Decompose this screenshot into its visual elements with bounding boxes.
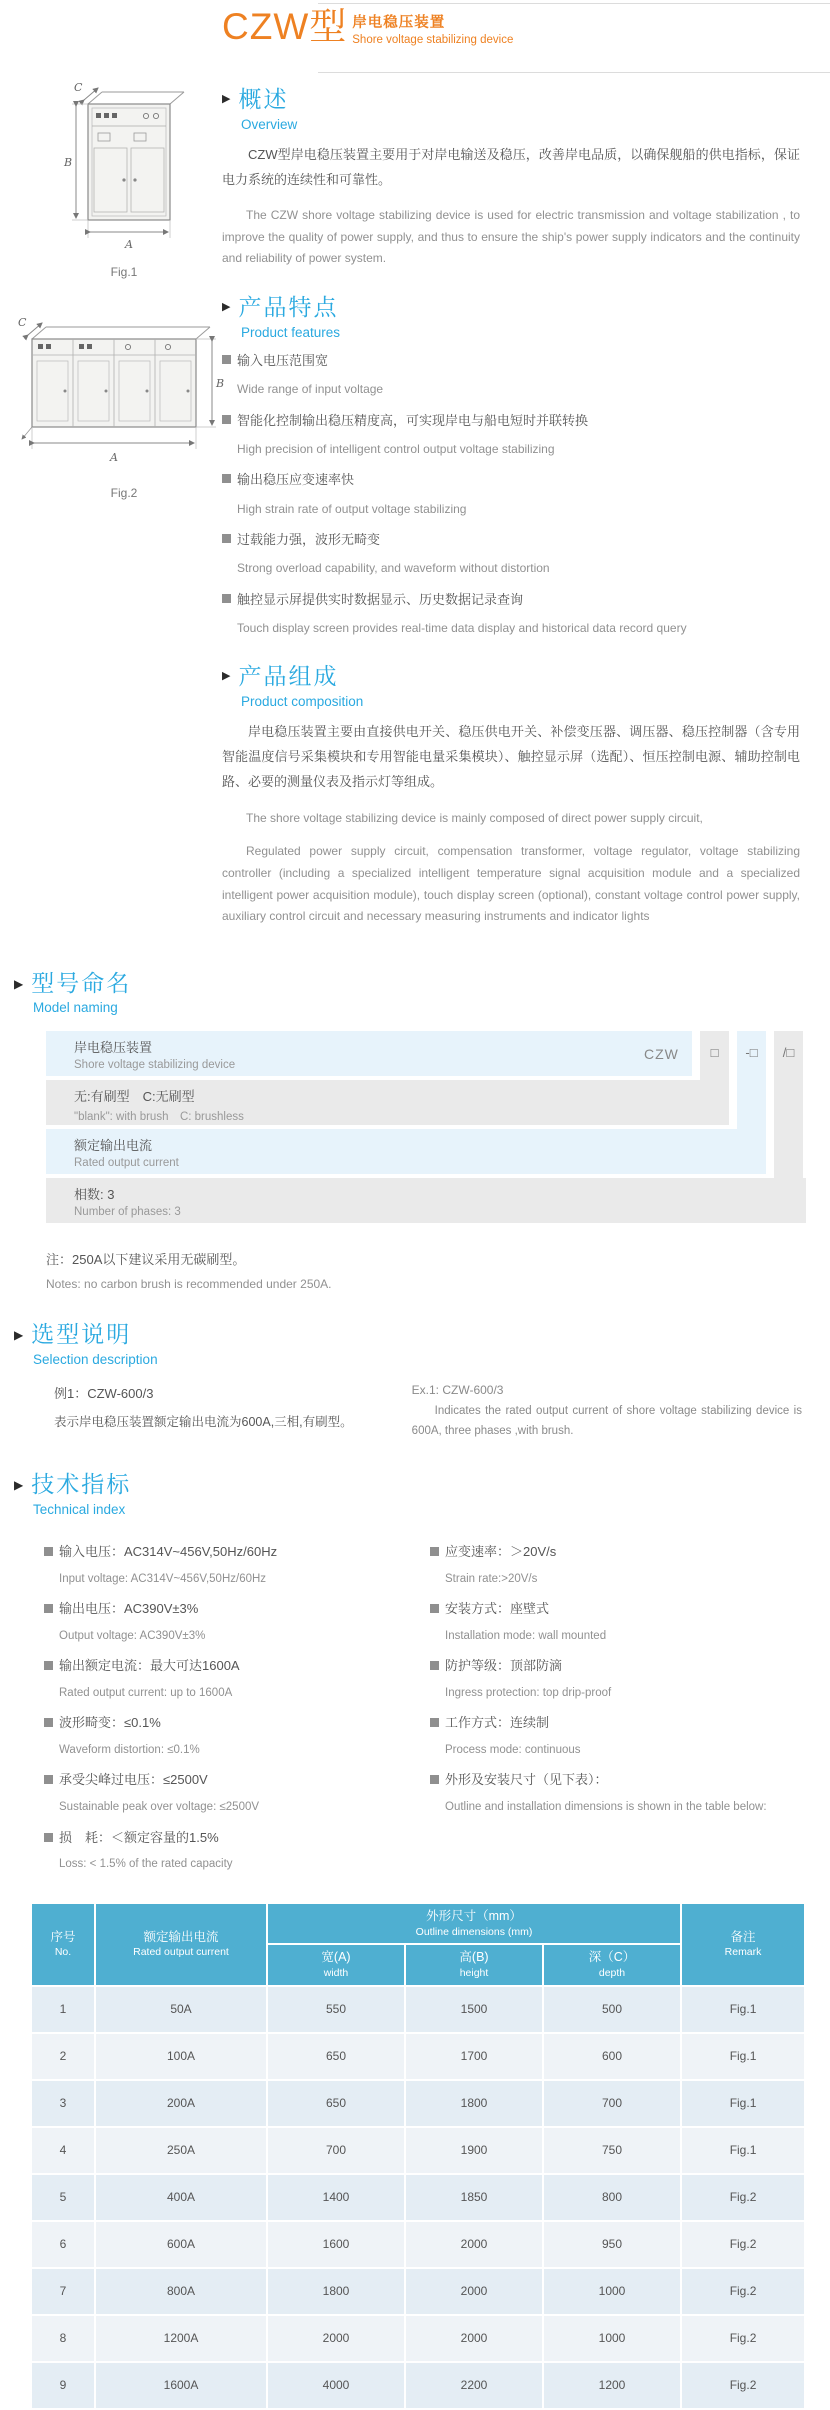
table-row bbox=[32, 2316, 804, 2361]
technical-item bbox=[430, 1542, 806, 1588]
feature-item bbox=[222, 350, 800, 400]
cell-remark: Fig.2 bbox=[682, 2175, 804, 2220]
square-bullet-icon bbox=[430, 1718, 439, 1727]
overview-title-en: Overview bbox=[241, 116, 298, 132]
table-row bbox=[32, 2363, 804, 2408]
technical-item bbox=[44, 1713, 402, 1759]
cell-depth: 750 bbox=[544, 2128, 680, 2173]
placeholder-box: /□ bbox=[782, 1045, 795, 1061]
square-bullet-icon bbox=[44, 1547, 53, 1556]
fig1-dim-c-label: C bbox=[74, 81, 83, 94]
technical-cn-label: 承受尖峰过电压：≤2500V bbox=[59, 1772, 208, 1788]
square-bullet-icon bbox=[430, 1604, 439, 1613]
fig2-dim-c-label: C bbox=[18, 316, 27, 329]
header-divider-line bbox=[318, 72, 830, 73]
section-arrow-icon: ▶ bbox=[222, 301, 231, 314]
technical-cn-label: 波形畸变：≤0.1% bbox=[59, 1715, 161, 1731]
section-arrow-icon: ▶ bbox=[14, 976, 24, 991]
technical-cn-label: 安装方式：座壁式 bbox=[445, 1600, 550, 1616]
table-row bbox=[32, 2081, 804, 2126]
fig1-dim-b-label: B bbox=[64, 156, 73, 169]
cell-height: 2200 bbox=[406, 2363, 542, 2408]
cell-remark: Fig.2 bbox=[682, 2222, 804, 2267]
square-bullet-icon bbox=[430, 1775, 439, 1784]
technical-cn-label: 输入电压：AC314V~456V,50Hz/60Hz bbox=[59, 1543, 278, 1559]
table-row bbox=[32, 2175, 804, 2220]
cell-no: 8 bbox=[32, 2316, 94, 2361]
top-border-line bbox=[318, 3, 830, 4]
feature-en-label: High precision of intelligent control output voltage stabilizing bbox=[237, 441, 555, 456]
section-model-naming bbox=[14, 970, 830, 1292]
naming-column-phase bbox=[774, 1031, 803, 1178]
technical-en-label: Output voltage: AC390V±3% bbox=[59, 1629, 206, 1642]
cell-height: 1800 bbox=[406, 2081, 542, 2126]
technical-en-label: Strain rate:>20V/s bbox=[445, 1572, 538, 1585]
cell-width: 4000 bbox=[268, 2363, 404, 2408]
cell-remark: Fig.1 bbox=[682, 2128, 804, 2173]
cell-no: 2 bbox=[32, 2034, 94, 2079]
technical-cn-label: 防护等级：顶部防滴 bbox=[445, 1658, 563, 1674]
naming-row-phase: 相数: 3 Number of phases: 3 bbox=[46, 1178, 806, 1223]
cell-no: 6 bbox=[32, 2222, 94, 2267]
figures-column bbox=[0, 0, 225, 940]
cell-remark: Fig.2 bbox=[682, 2316, 804, 2361]
composition-title-en: Product composition bbox=[241, 693, 364, 709]
overview-title-cn: 概述 bbox=[238, 86, 289, 112]
technical-text-cn bbox=[430, 1656, 806, 1677]
page-subtitle bbox=[352, 8, 513, 46]
selection-example-en: Ex.1: CZW-600/3 Indicates the rated output current of shore voltage stabilizing device is 600A, three phases ,with brush. bbox=[411, 1382, 802, 1438]
square-bullet-icon bbox=[44, 1718, 53, 1727]
section-arrow-icon: ▶ bbox=[14, 1477, 24, 1492]
feature-text-cn bbox=[222, 469, 800, 491]
figure-2 bbox=[18, 305, 225, 500]
model-naming-title-en: Model naming bbox=[33, 1000, 118, 1016]
fig2-dim-b-label: B bbox=[216, 377, 225, 390]
technical-item bbox=[430, 1656, 806, 1702]
technical-item bbox=[430, 1713, 806, 1759]
cell-current: 800A bbox=[96, 2269, 266, 2314]
technical-en-label: Outline and installation dimensions is shown in the table below: bbox=[445, 1801, 767, 1814]
composition-title-cn: 产品组成 bbox=[238, 663, 339, 690]
naming-row-brush: 无:有刷型 C:无刷型 "blank": with brush C: brushless bbox=[46, 1080, 729, 1125]
cell-depth: 600 bbox=[544, 2034, 680, 2079]
naming-note-cn: 注：250A以下建议采用无碳刷型。 bbox=[46, 1252, 246, 1268]
selection-title-cn: 选型说明 bbox=[31, 1321, 132, 1348]
cell-height: 2000 bbox=[406, 2269, 542, 2314]
section-arrow-icon: ▶ bbox=[222, 93, 231, 106]
technical-en-label: Waveform distortion: ≤0.1% bbox=[59, 1744, 200, 1757]
cell-no: 3 bbox=[32, 2081, 94, 2126]
cell-remark: Fig.1 bbox=[682, 2034, 804, 2079]
feature-text-cn bbox=[222, 410, 800, 432]
cell-height: 1850 bbox=[406, 2175, 542, 2220]
cell-width: 550 bbox=[268, 1987, 404, 2032]
feature-item bbox=[222, 529, 800, 579]
technical-title-cn: 技术指标 bbox=[31, 1471, 132, 1498]
section-arrow-icon: ▶ bbox=[14, 1328, 24, 1343]
selection-example-cn: 例1：CZW-600/3 表示岸电稳压装置额定输出电流为600A,三相,有刷型。 bbox=[54, 1385, 353, 1429]
technical-text-cn bbox=[44, 1713, 402, 1734]
cell-current: 100A bbox=[96, 2034, 266, 2079]
features-title-cn: 产品特点 bbox=[238, 294, 339, 321]
overview-body-en: The CZW shore voltage stabilizing device is used for electric transmission and voltage stabilization , to improve the quality of power supply, and thus to ensure the ship's power supply indicators and the continuity and reliability of power system. bbox=[222, 208, 800, 266]
cell-no: 9 bbox=[32, 2363, 94, 2408]
square-bullet-icon bbox=[44, 1661, 53, 1670]
technical-text-cn bbox=[44, 1542, 402, 1563]
technical-item bbox=[430, 1599, 806, 1645]
technical-item bbox=[44, 1542, 402, 1588]
technical-text-cn bbox=[430, 1599, 806, 1620]
col-header-no: 序号 No. bbox=[32, 1904, 94, 1985]
cell-depth: 700 bbox=[544, 2081, 680, 2126]
technical-text-cn bbox=[44, 1770, 402, 1791]
section-overview bbox=[222, 86, 800, 270]
cabinet-fig1-drawing bbox=[40, 80, 208, 252]
fig1-caption: Fig.1 bbox=[110, 265, 138, 279]
cell-current: 200A bbox=[96, 2081, 266, 2126]
cell-no: 4 bbox=[32, 2128, 94, 2173]
technical-cn-label: 外形及安装尺寸（见下表）： bbox=[445, 1772, 608, 1788]
composition-body-cn: 岸电稳压装置主要由直接供电开关、稳压供电开关、补偿变压器、调压器、稳压控制器（含专用智能温度信号采集模块和专用智能电量采集模块）、触控显示屏（选配）、恒压控制电源、辅助控制电路、必要的测量仪表及指示灯等组成。 bbox=[222, 723, 800, 790]
cell-depth: 950 bbox=[544, 2222, 680, 2267]
col-header-height: 高(B) height bbox=[406, 1945, 542, 1985]
square-bullet-icon bbox=[222, 474, 231, 483]
technical-text-cn bbox=[44, 1828, 402, 1849]
cell-remark: Fig.2 bbox=[682, 2363, 804, 2408]
figure-1 bbox=[26, 80, 222, 279]
technical-text-cn bbox=[430, 1770, 806, 1791]
placeholder-box: □ bbox=[710, 1045, 719, 1061]
subtitle-en: Shore voltage stabilizing device bbox=[352, 34, 514, 46]
square-bullet-icon bbox=[44, 1775, 53, 1784]
technical-en-label: Ingress protection: top drip-proof bbox=[445, 1686, 612, 1699]
technical-en-label: Rated output current: up to 1600A bbox=[59, 1686, 233, 1699]
table-row bbox=[32, 1987, 804, 2032]
feature-item bbox=[222, 589, 800, 639]
section-technical bbox=[14, 1471, 830, 1874]
top-area bbox=[0, 0, 830, 940]
cell-height: 2000 bbox=[406, 2316, 542, 2361]
technical-item bbox=[44, 1770, 402, 1816]
technical-en-label: Installation mode: wall mounted bbox=[445, 1629, 607, 1642]
feature-text-cn bbox=[222, 589, 800, 611]
model-naming-diagram bbox=[46, 1031, 806, 1223]
feature-cn-label: 输入电压范围宽 bbox=[237, 352, 329, 368]
technical-en-label: Input voltage: AC314V~456V,50Hz/60Hz bbox=[59, 1572, 267, 1585]
table-row bbox=[32, 2128, 804, 2173]
technical-title-en: Technical index bbox=[33, 1501, 126, 1517]
technical-text-cn bbox=[44, 1599, 402, 1620]
technical-text-cn bbox=[44, 1656, 402, 1677]
table-row bbox=[32, 2034, 804, 2079]
cell-height: 1700 bbox=[406, 2034, 542, 2079]
square-bullet-icon bbox=[222, 594, 231, 603]
feature-en-label: Strong overload capability, and waveform without distortion bbox=[237, 561, 550, 576]
col-header-remark: 备注 Remark bbox=[682, 1904, 804, 1985]
content-column bbox=[222, 0, 830, 940]
composition-body-en-p2: Regulated power supply circuit, compensation transformer, voltage regulator, voltage stabilizing controller (including a specialized intelligent temperature signal acquisition module and a specialized intelligent power acquisition module), touch display screen (optional), constant voltage control power supply, auxiliary control circuit and necessary measuring instruments and indicator lights bbox=[222, 844, 800, 924]
technical-list-left bbox=[14, 1531, 422, 1874]
naming-column-current bbox=[737, 1031, 766, 1129]
feature-item bbox=[222, 410, 800, 460]
naming-row-device: 岸电稳压装置 Shore voltage stabilizing device CZW bbox=[46, 1031, 692, 1076]
section-composition bbox=[222, 663, 800, 928]
technical-text-cn bbox=[430, 1542, 806, 1563]
cell-width: 1600 bbox=[268, 2222, 404, 2267]
section-arrow-icon: ▶ bbox=[222, 670, 231, 683]
cell-current: 1600A bbox=[96, 2363, 266, 2408]
cabinet-fig2-drawing bbox=[16, 305, 228, 473]
page-title bbox=[222, 0, 800, 62]
selection-title-en: Selection description bbox=[33, 1351, 158, 1367]
cell-remark: Fig.1 bbox=[682, 1987, 804, 2032]
col-header-width: 宽(A) width bbox=[268, 1945, 404, 1985]
cell-no: 7 bbox=[32, 2269, 94, 2314]
naming-note-en: Notes: no carbon brush is recommended under 250A. bbox=[46, 1277, 332, 1292]
cell-depth: 1000 bbox=[544, 2316, 680, 2361]
col-header-depth: 深（C） depth bbox=[544, 1945, 680, 1985]
square-bullet-icon bbox=[430, 1547, 439, 1556]
cell-current: 50A bbox=[96, 1987, 266, 2032]
cell-width: 2000 bbox=[268, 2316, 404, 2361]
technical-item bbox=[44, 1828, 402, 1874]
features-list bbox=[222, 350, 800, 639]
dimensions-table bbox=[30, 1902, 806, 2410]
placeholder-box: -□ bbox=[745, 1045, 758, 1061]
features-title-en: Product features bbox=[241, 324, 341, 340]
technical-cn-label: 损 耗：＜额定容量的1.5% bbox=[59, 1829, 219, 1845]
cell-no: 1 bbox=[32, 1987, 94, 2032]
cell-width: 650 bbox=[268, 2081, 404, 2126]
feature-item bbox=[222, 469, 800, 519]
cell-width: 1400 bbox=[268, 2175, 404, 2220]
cell-height: 1500 bbox=[406, 1987, 542, 2032]
cell-height: 2000 bbox=[406, 2222, 542, 2267]
cell-height: 1900 bbox=[406, 2128, 542, 2173]
cell-depth: 500 bbox=[544, 1987, 680, 2032]
naming-column-brush bbox=[700, 1031, 729, 1080]
square-bullet-icon bbox=[222, 415, 231, 424]
technical-item bbox=[44, 1599, 402, 1645]
naming-row-current: 额定输出电流 Rated output current bbox=[46, 1129, 766, 1174]
model-code: CZW bbox=[644, 1046, 679, 1063]
col-header-current: 额定输出电流 Rated output current bbox=[96, 1904, 266, 1985]
naming-note bbox=[46, 1249, 830, 1291]
cell-depth: 1000 bbox=[544, 2269, 680, 2314]
feature-cn-label: 输出稳压应变速率快 bbox=[237, 472, 355, 488]
technical-item bbox=[44, 1656, 402, 1702]
cell-depth: 800 bbox=[544, 2175, 680, 2220]
technical-cn-label: 输出电压：AC390V±3% bbox=[59, 1600, 199, 1616]
feature-en-label: Touch display screen provides real-time data display and historical data record query bbox=[237, 621, 687, 636]
composition-body-en-p1: The shore voltage stabilizing device is mainly composed of direct power supply circuit, bbox=[246, 810, 703, 825]
feature-cn-label: 触控显示屏提供实时数据显示、历史数据记录查询 bbox=[237, 592, 524, 608]
table-row bbox=[32, 2222, 804, 2267]
fig2-caption: Fig.2 bbox=[110, 486, 138, 500]
technical-item bbox=[430, 1770, 806, 1816]
feature-en-label: High strain rate of output voltage stabilizing bbox=[237, 501, 467, 516]
square-bullet-icon bbox=[222, 355, 231, 364]
cell-current: 1200A bbox=[96, 2316, 266, 2361]
technical-text-cn bbox=[430, 1713, 806, 1734]
square-bullet-icon bbox=[44, 1833, 53, 1842]
feature-text-cn bbox=[222, 350, 800, 372]
technical-en-label: Loss: < 1.5% of the rated capacity bbox=[59, 1858, 233, 1871]
technical-en-label: Process mode: continuous bbox=[445, 1744, 581, 1757]
fig2-dim-a-label: A bbox=[110, 451, 118, 464]
feature-cn-label: 智能化控制输出稳压精度高，可实现岸电与船电短时并联转换 bbox=[237, 412, 589, 428]
cell-current: 600A bbox=[96, 2222, 266, 2267]
section-features bbox=[222, 294, 800, 639]
cell-width: 700 bbox=[268, 2128, 404, 2173]
section-selection bbox=[14, 1321, 830, 1441]
technical-cn-label: 输出额定电流：最大可达1600A bbox=[59, 1658, 240, 1674]
technical-en-label: Sustainable peak over voltage: ≤2500V bbox=[59, 1801, 260, 1814]
cell-current: 400A bbox=[96, 2175, 266, 2220]
cell-depth: 1200 bbox=[544, 2363, 680, 2408]
subtitle-cn: 岸电稳压装置 bbox=[352, 15, 446, 31]
cell-current: 250A bbox=[96, 2128, 266, 2173]
square-bullet-icon bbox=[430, 1661, 439, 1670]
cell-remark: Fig.2 bbox=[682, 2269, 804, 2314]
cell-remark: Fig.1 bbox=[682, 2081, 804, 2126]
overview-body-cn: CZW型岸电稳压装置主要用于对岸电输送及稳压，改善岸电品质，以确保舰船的供电指标，保证电力系统的连续性和可靠性。 bbox=[222, 146, 800, 187]
cell-width: 1800 bbox=[268, 2269, 404, 2314]
square-bullet-icon bbox=[222, 534, 231, 543]
table-row bbox=[32, 2269, 804, 2314]
feature-en-label: Wide range of input voltage bbox=[237, 381, 384, 396]
technical-cn-label: 工作方式：连续制 bbox=[445, 1715, 550, 1731]
model-code-title: CZW型 bbox=[222, 6, 348, 47]
cell-width: 650 bbox=[268, 2034, 404, 2079]
feature-text-cn bbox=[222, 529, 800, 551]
fig1-dim-a-label: A bbox=[125, 238, 133, 251]
square-bullet-icon bbox=[44, 1604, 53, 1613]
technical-cn-label: 应变速率：＞20V/s bbox=[445, 1543, 557, 1559]
technical-list-right bbox=[422, 1531, 830, 1874]
feature-cn-label: 过载能力强，波形无畸变 bbox=[237, 532, 381, 548]
model-naming-title-cn: 型号命名 bbox=[31, 969, 132, 996]
col-header-dimensions: 外形尺寸（mm） Outline dimensions (mm) bbox=[268, 1904, 680, 1944]
cell-no: 5 bbox=[32, 2175, 94, 2220]
